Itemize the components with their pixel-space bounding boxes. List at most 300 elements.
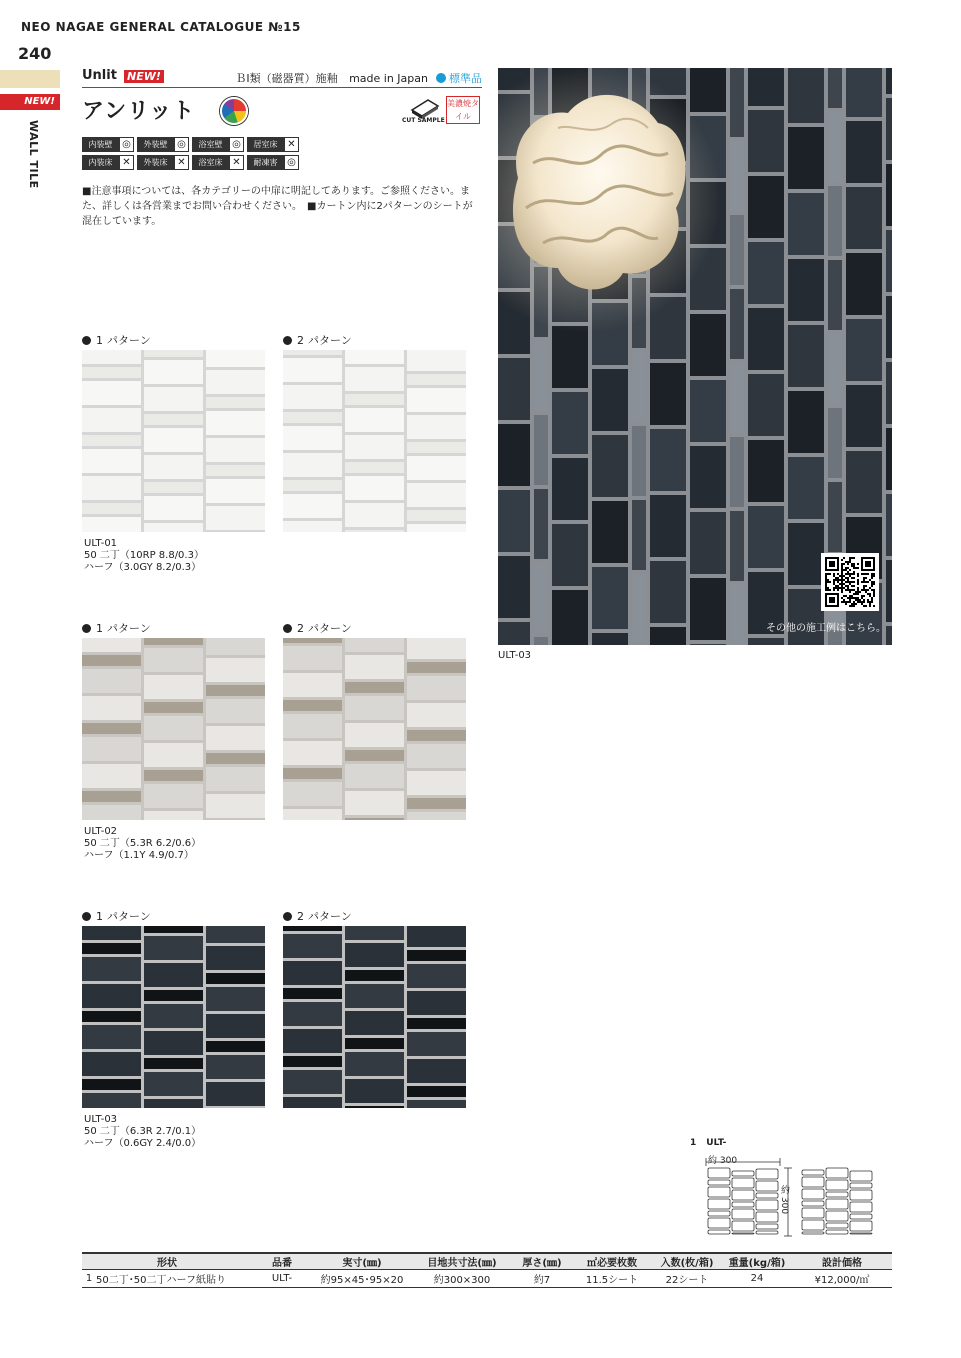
full-tile (144, 811, 203, 820)
full-tile (206, 1082, 265, 1106)
qr-module (857, 583, 859, 585)
pattern-number: 1 (96, 910, 103, 923)
photo-tile (730, 585, 744, 645)
photo-tile (730, 215, 744, 285)
half-tile (407, 798, 466, 809)
photo-tile (592, 435, 628, 497)
qr-module (867, 599, 869, 601)
drawing-tile (732, 1209, 754, 1219)
qr-module (845, 603, 847, 605)
photo-tile (886, 230, 892, 292)
spec-thickness: 約7 (512, 1270, 572, 1288)
half-tile (283, 700, 342, 711)
full-tile (407, 703, 466, 727)
photo-tile (846, 121, 882, 183)
full-tile (82, 737, 141, 761)
photo-tile (886, 626, 892, 645)
full-tile (407, 483, 466, 507)
usage-label: 内装床 (82, 155, 119, 170)
qr-code[interactable] (821, 553, 879, 611)
qr-module (863, 581, 865, 583)
full-tile (206, 1014, 265, 1038)
full-tile (407, 415, 466, 439)
product-info (84, 1114, 201, 1150)
half-tile (82, 791, 141, 802)
qr-module (851, 581, 853, 583)
qr-module (871, 599, 873, 601)
half-tile (283, 480, 342, 491)
swatch-ult01-pattern1 (82, 350, 265, 532)
full-tile (144, 387, 203, 411)
photo-tile (788, 325, 824, 387)
full-tile (283, 934, 342, 958)
usage-mark: ◎ (174, 137, 189, 152)
category-text: ＢⅠ類（磁器質）施釉 (235, 72, 338, 85)
qr-module (863, 589, 865, 591)
qr-module (853, 581, 855, 583)
drawing-tile (732, 1221, 754, 1231)
usage-cell (247, 155, 302, 170)
photo-caption: その他の施工例はこちら。 (766, 623, 886, 634)
pattern-number: 2 (297, 622, 304, 635)
full-tile (283, 1070, 342, 1094)
pattern-label (82, 908, 151, 924)
spec-header-weight: 重量(kg/箱) (722, 1253, 792, 1270)
half-tile (345, 530, 404, 532)
qr-module (841, 579, 843, 581)
full-tile (82, 1025, 141, 1049)
half-tile (82, 723, 141, 734)
color-logo-icon (220, 97, 248, 125)
qr-module (845, 581, 847, 583)
qr-module (833, 583, 835, 585)
usage-mark: ◎ (284, 155, 299, 170)
full-tile (345, 350, 404, 364)
full-tile (345, 1052, 404, 1076)
new-tab: NEW! (0, 94, 60, 110)
full-tile (206, 726, 265, 750)
full-tile (82, 638, 141, 652)
photo-tile (828, 334, 842, 404)
qr-module (853, 577, 855, 579)
qr-module (825, 589, 827, 591)
qr-module (825, 587, 827, 589)
photo-tile (886, 296, 892, 358)
full-tile (283, 646, 342, 670)
pattern-text: パターン (107, 622, 151, 635)
side-label: WALL TILE (27, 120, 40, 189)
photo-tile (788, 589, 824, 645)
qr-module (837, 589, 839, 591)
qr-module (865, 605, 867, 607)
half-tile (283, 638, 342, 643)
photo-tile (846, 385, 882, 447)
drawing-tile (802, 1232, 824, 1234)
product-color-1: 50 二丁（5.3R 6.2/0.6） (84, 838, 202, 849)
full-tile (144, 675, 203, 699)
full-tile (407, 1032, 466, 1056)
qr-module (849, 581, 851, 583)
photo-tile (748, 176, 784, 238)
qr-module (857, 591, 859, 593)
qr-module (841, 583, 843, 585)
full-tile (144, 963, 203, 987)
photo-tile (690, 644, 726, 645)
full-tile (407, 744, 466, 768)
full-tile (345, 723, 404, 747)
qr-module (841, 569, 843, 571)
full-tile (144, 1031, 203, 1055)
full-tile (82, 926, 141, 940)
photo-code: ULT-03 (498, 650, 532, 661)
half-tile (82, 367, 141, 378)
qr-module (827, 579, 829, 581)
photo-tile (632, 500, 646, 570)
qr-module (849, 583, 851, 585)
bullet-icon (82, 624, 91, 633)
qr-module (851, 585, 853, 587)
photo-tile (690, 578, 726, 640)
drawing-tile (850, 1221, 872, 1231)
half-tile (206, 973, 265, 984)
qr-module (853, 567, 855, 569)
qr-module (873, 605, 875, 607)
qr-module (859, 599, 861, 601)
full-tile (144, 784, 203, 808)
full-tile (144, 743, 203, 767)
drawing-tile (826, 1230, 848, 1234)
qr-module (863, 587, 865, 589)
full-tile (82, 449, 141, 473)
spec-weight: 24 (722, 1270, 792, 1288)
full-tile (82, 669, 141, 693)
drawing-tile (826, 1192, 848, 1197)
qr-module (843, 601, 845, 603)
qr-module (827, 581, 829, 583)
full-tile (144, 1099, 203, 1108)
product-code: ULT-01 (84, 538, 118, 549)
qr-finder (829, 597, 835, 603)
qr-module (857, 573, 859, 575)
half-tile (144, 702, 203, 713)
qr-module (839, 587, 841, 589)
full-tile (206, 658, 265, 682)
half-tile (407, 950, 466, 961)
full-tile (345, 435, 404, 459)
photo-tile (828, 260, 842, 330)
full-tile (144, 1072, 203, 1096)
qr-module (853, 593, 855, 595)
full-tile (82, 517, 141, 532)
qr-module (855, 567, 857, 569)
photo-tile (748, 440, 784, 502)
full-tile (206, 767, 265, 791)
photo-tile (748, 506, 784, 568)
photo-tile (534, 637, 548, 645)
qr-module (873, 591, 875, 593)
full-tile (407, 812, 466, 820)
usage-cell (192, 137, 247, 152)
half-tile (283, 768, 342, 779)
qr-module (867, 601, 869, 603)
full-tile (206, 506, 265, 530)
qr-module (871, 601, 873, 603)
full-tile (345, 1011, 404, 1035)
qr-module (859, 601, 861, 603)
photo-tile (886, 98, 892, 160)
qr-module (849, 573, 851, 575)
page-number: 240 (18, 44, 52, 63)
qr-module (843, 595, 845, 597)
qr-module (873, 575, 875, 577)
drawing-tile (802, 1170, 824, 1175)
spec-size: 約95×45･95×20 (312, 1270, 412, 1288)
qr-module (849, 557, 851, 559)
qr-module (851, 563, 853, 565)
qr-module (865, 585, 867, 587)
usage-label: 耐凍害 (247, 155, 284, 170)
qr-module (873, 593, 875, 595)
photo-tile (552, 590, 588, 645)
qr-module (869, 593, 871, 595)
drawing-tile (756, 1212, 778, 1222)
spec-header-row (82, 1253, 892, 1270)
qr-module (863, 585, 865, 587)
half-tile (283, 412, 342, 423)
pattern-label (283, 908, 352, 924)
half-tile (345, 1106, 404, 1108)
half-tile (283, 988, 342, 999)
qr-module (855, 591, 857, 593)
qr-module (857, 597, 859, 599)
photo-tile (552, 524, 588, 586)
pattern-label (283, 332, 352, 348)
full-tile (345, 503, 404, 527)
qr-module (857, 599, 859, 601)
photo-tile (650, 495, 686, 557)
full-tile (345, 926, 404, 940)
half-tile (144, 482, 203, 493)
usage-cell (247, 137, 302, 152)
qr-module (857, 587, 859, 589)
photo-tile (846, 451, 882, 513)
photo-tile (730, 363, 744, 433)
full-tile (345, 638, 404, 652)
photo-tile (748, 68, 784, 106)
qr-module (851, 605, 853, 607)
photo-tile (730, 289, 744, 359)
qr-module (857, 593, 859, 595)
full-tile (82, 984, 141, 1008)
qr-module (833, 579, 835, 581)
qr-module (871, 577, 873, 579)
qr-module (849, 595, 851, 597)
full-tile (206, 946, 265, 970)
drawing-tile (850, 1233, 872, 1234)
pattern-label (82, 332, 151, 348)
drawing-tile (802, 1201, 824, 1206)
qr-module (835, 577, 837, 579)
qr-module (865, 581, 867, 583)
qr-module (871, 589, 873, 591)
spec-qty-per-box: 22シート (652, 1270, 722, 1288)
half-tile (144, 770, 203, 781)
drawing-tile (756, 1169, 778, 1179)
qr-module (833, 587, 835, 589)
spec-price: ¥12,000/㎡ (792, 1270, 892, 1288)
photo-tile (498, 358, 530, 420)
half-tile (82, 503, 141, 514)
photo-tile (498, 490, 530, 552)
half-tile (82, 435, 141, 446)
qr-module (853, 565, 855, 567)
pattern-text: パターン (107, 910, 151, 923)
qr-module (841, 585, 843, 587)
qr-module (871, 581, 873, 583)
qr-module (873, 581, 875, 583)
full-tile (283, 741, 342, 765)
full-tile (144, 455, 203, 479)
photo-tile (788, 457, 824, 519)
qr-module (841, 591, 843, 593)
qr-module (845, 569, 847, 571)
qr-module (841, 597, 843, 599)
drawing-tile (826, 1168, 848, 1178)
usage-cell (82, 137, 137, 152)
qr-module (829, 589, 831, 591)
qr-module (873, 595, 875, 597)
qr-module (847, 577, 849, 579)
pattern-number: 1 (96, 334, 103, 347)
qr-module (849, 569, 851, 571)
drawing-tile (850, 1190, 872, 1200)
photo-tile (748, 638, 784, 645)
new-badge: NEW! (124, 70, 164, 83)
full-tile (206, 370, 265, 394)
qr-module (837, 577, 839, 579)
photo-tile (828, 68, 842, 108)
full-tile (283, 809, 342, 820)
qr-module (827, 573, 829, 575)
qr-module (863, 595, 865, 597)
qr-module (841, 563, 843, 565)
qr-module (853, 597, 855, 599)
qr-module (837, 587, 839, 589)
qr-module (845, 573, 847, 575)
full-tile (345, 655, 404, 679)
photo-tile (788, 523, 824, 585)
qr-module (845, 561, 847, 563)
full-tile (206, 699, 265, 723)
qr-module (843, 563, 845, 565)
full-tile (407, 964, 466, 988)
qr-module (847, 585, 849, 587)
sheet-drawing (700, 1150, 880, 1240)
swatch-ult03-pattern2 (283, 926, 466, 1108)
pattern-text: パターン (308, 622, 352, 635)
qr-module (839, 579, 841, 581)
qr-module (849, 589, 851, 591)
qr-module (863, 577, 865, 579)
half-tile (345, 970, 404, 981)
spec-header-joint-size: 目地共寸法(㎜) (412, 1253, 512, 1270)
half-tile (345, 818, 404, 820)
catalogue-title: NEO NAGAE GENERAL CATALOGUE №15 (21, 20, 301, 34)
spec-header-size: 実寸(㎜) (312, 1253, 412, 1270)
full-tile (82, 1093, 141, 1108)
qr-module (853, 563, 855, 565)
photo-tile (748, 374, 784, 436)
photo-tile (886, 494, 892, 556)
qr-module (867, 593, 869, 595)
product-code: ULT-02 (84, 826, 118, 837)
drawing-tile (802, 1208, 824, 1218)
qr-module (825, 581, 827, 583)
full-tile (144, 496, 203, 520)
qr-module (825, 579, 827, 581)
drawing-tile (732, 1190, 754, 1200)
standard-label: 標準品 (449, 72, 482, 85)
qr-module (867, 573, 869, 575)
full-tile (82, 805, 141, 820)
qr-module (867, 581, 869, 583)
qr-module (863, 605, 865, 607)
full-tile (407, 524, 466, 532)
full-tile (345, 943, 404, 967)
full-tile (82, 476, 141, 500)
usage-cell (82, 155, 137, 170)
full-tile (206, 926, 265, 943)
half-tile (345, 1038, 404, 1049)
drawing-tile (850, 1214, 872, 1219)
qr-module (873, 583, 875, 585)
photo-tile (650, 627, 686, 645)
qr-module (871, 585, 873, 587)
pattern-label (82, 620, 151, 636)
full-tile (283, 961, 342, 985)
full-tile (283, 358, 342, 382)
mino-tile-badge: 美濃焼タイル (446, 96, 480, 124)
photo-tile (730, 437, 744, 507)
usage-mark: ✕ (174, 155, 189, 170)
bullet-icon (283, 336, 292, 345)
product-info (84, 826, 201, 862)
qr-module (861, 573, 863, 575)
qr-module (863, 579, 865, 581)
half-tile (283, 1056, 342, 1067)
qr-module (861, 601, 863, 603)
pattern-number: 1 (96, 622, 103, 635)
series-name: Unlit (82, 68, 117, 83)
qr-module (841, 587, 843, 589)
qr-module (835, 585, 837, 587)
photo-tile (748, 308, 784, 370)
qr-module (871, 583, 873, 585)
full-tile (407, 771, 466, 795)
photo-tile (534, 563, 548, 633)
photo-tile (552, 326, 588, 388)
usage-mark: ◎ (229, 137, 244, 152)
photo-tile (592, 369, 628, 431)
full-tile (407, 638, 466, 659)
qr-module (849, 561, 851, 563)
photo-tile (886, 362, 892, 424)
full-tile (407, 388, 466, 412)
photo-tile (632, 352, 646, 422)
half-tile (345, 682, 404, 693)
notes-text: ■注意事項については、各カテゴリーの中扉に明記してあります。ご参照ください。また、詳しくは各営業までお問い合わせください。 ■カートン内に2パターンのシートが混在しています。 (82, 186, 473, 227)
qr-module (851, 595, 853, 597)
